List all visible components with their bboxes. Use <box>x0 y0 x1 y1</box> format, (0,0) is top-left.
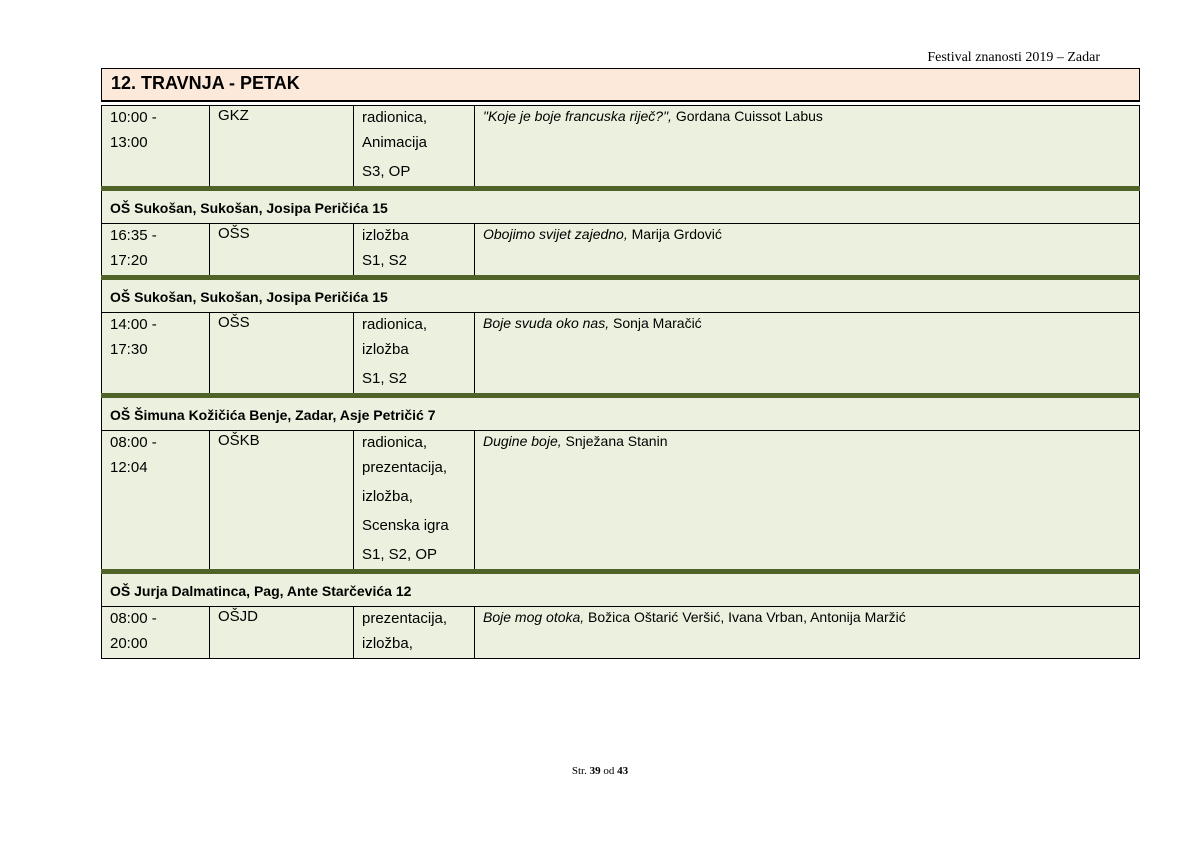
event-title: "Koje je boje francuska riječ?", <box>483 108 672 124</box>
event-code: OŠJD <box>210 607 354 659</box>
event-row <box>102 313 1140 396</box>
event-code: OŠKB <box>210 431 354 572</box>
event-row <box>102 607 1140 659</box>
event-description <box>475 224 1140 278</box>
event-row <box>102 224 1140 278</box>
events-table <box>101 105 1140 659</box>
event-description <box>475 607 1140 659</box>
venue-name: OŠ Sukošan, Sukošan, Josipa Peričića 15 <box>102 189 1140 224</box>
event-authors: Snježana Stanin <box>561 433 668 449</box>
page-footer <box>0 765 1200 777</box>
festival-header: Festival znanosti 2019 – Zadar <box>927 50 1100 65</box>
venue-name: OŠ Sukošan, Sukošan, Josipa Peričića 15 <box>102 278 1140 313</box>
venue-name: OŠ Jurja Dalmatinca, Pag, Ante Starčevića 12 <box>102 572 1140 607</box>
schedule-document <box>101 68 1140 659</box>
event-code: OŠS <box>210 224 354 278</box>
event-authors: Gordana Cuissot Labus <box>671 108 823 124</box>
event-type: radionica, izložba S1, S2 <box>354 313 475 396</box>
event-row <box>102 431 1140 572</box>
event-code: OŠS <box>210 313 354 396</box>
event-code: GKZ <box>210 106 354 189</box>
event-type: radionica, Animacija S3, OP <box>354 106 475 189</box>
day-title: 12. TRAVNJA - PETAK <box>101 68 1140 102</box>
event-time: 10:00 - 13:00 <box>102 106 210 189</box>
event-title: Boje mog otoka, <box>483 609 585 625</box>
event-time: 08:00 - 12:04 <box>102 431 210 572</box>
footer-prefix: Str. <box>571 765 587 777</box>
venue-name: OŠ Šimuna Kožičića Benje, Zadar, Asje Petričić 7 <box>102 396 1140 431</box>
event-authors: Božica Oštarić Veršić, Ivana Vrban, Antonija Maržić <box>584 609 906 625</box>
venue-row <box>102 278 1140 313</box>
footer-page-number: 39 <box>589 765 601 777</box>
event-type: radionica, prezentacija, izložba, Scenska igra S1, S2, OP <box>354 431 475 572</box>
venue-row <box>102 396 1140 431</box>
venue-row <box>102 572 1140 607</box>
footer-total-pages: 43 <box>617 765 629 777</box>
event-time: 08:00 - 20:00 <box>102 607 210 659</box>
event-type: izložba S1, S2 <box>354 224 475 278</box>
event-type: prezentacija, izložba, <box>354 607 475 659</box>
event-authors: Sonja Maračić <box>609 315 702 331</box>
event-time: 14:00 - 17:30 <box>102 313 210 396</box>
event-description <box>475 313 1140 396</box>
event-time: 16:35 - 17:20 <box>102 224 210 278</box>
event-row <box>102 106 1140 189</box>
event-description <box>475 106 1140 189</box>
event-authors: Marija Grdović <box>627 226 722 242</box>
event-title: Boje svuda oko nas, <box>483 315 610 331</box>
venue-row <box>102 189 1140 224</box>
footer-middle: od <box>603 765 615 777</box>
event-title: Dugine boje, <box>483 433 562 449</box>
event-title: Obojimo svijet zajedno, <box>483 226 628 242</box>
event-description <box>475 431 1140 572</box>
